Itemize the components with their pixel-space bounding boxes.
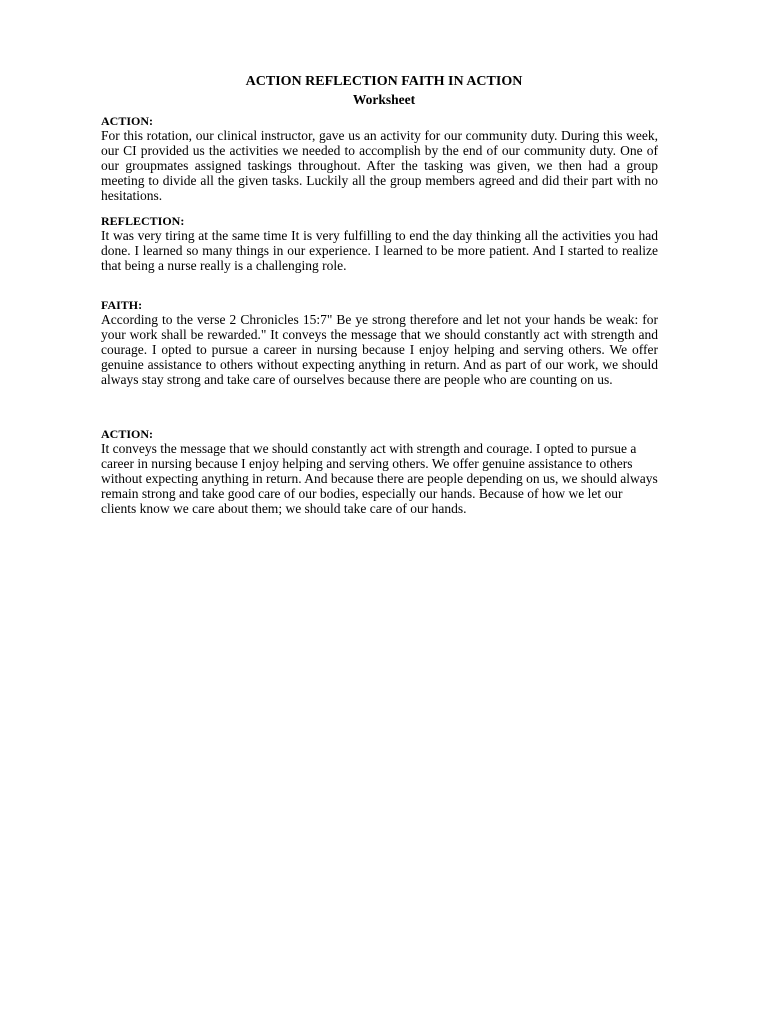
- section-body: For this rotation, our clinical instructor, gave us an activity for our community duty. During this week, our CI provided us the activities we needed to accomplish by the end of our community duty. One of our groupmates assigned taskings throughout. After the tasking was given, we then had a group meeting to divide all the given tasks. Luckily all the group members agreed and did their part with no hesitations.: [101, 128, 658, 203]
- section-body: It conveys the message that we should constantly act with strength and courage. I opted to pursue a career in nursing because I enjoy helping and serving others. We offer genuine assistance to others without expecting anything in return. And because there are people depending on us, we should always remain strong and take good care of our bodies, especially our hands. Because of how we let our clients know we care about them; we should take care of our hands.: [101, 441, 658, 516]
- section-heading: ACTION:: [101, 427, 154, 441]
- section-heading: FAITH:: [101, 298, 143, 312]
- section-heading: ACTION:: [101, 114, 154, 128]
- section-action: [101, 114, 658, 203]
- document-title: ACTION REFLECTION FAITH IN ACTION: [245, 74, 523, 89]
- document-subtitle: Worksheet: [352, 92, 416, 107]
- section-faith: [101, 298, 658, 387]
- section-heading: REFLECTION:: [101, 214, 185, 228]
- section-body: It was very tiring at the same time It is very fulfilling to end the day thinking all the activities you had done. I learned so many things in our experience. I learned to be more patient. And I started to realize that being a nurse really is a challenging role.: [101, 228, 658, 273]
- section-reflection: [101, 214, 658, 273]
- section-body: According to the verse 2 Chronicles 15:7" Be ye strong therefore and let not your hands be weak: for your work shall be rewarded." It conveys the message that we should constantly act with strength and courage. I opted to pursue a career in nursing because I enjoy helping and serving others. We offer genuine assistance to others without expecting anything in return. And as part of our work, we should always stay strong and take care of ourselves because there are people who are counting on us.: [101, 312, 658, 387]
- document-header: [0, 74, 768, 108]
- section-action-2: [101, 427, 658, 516]
